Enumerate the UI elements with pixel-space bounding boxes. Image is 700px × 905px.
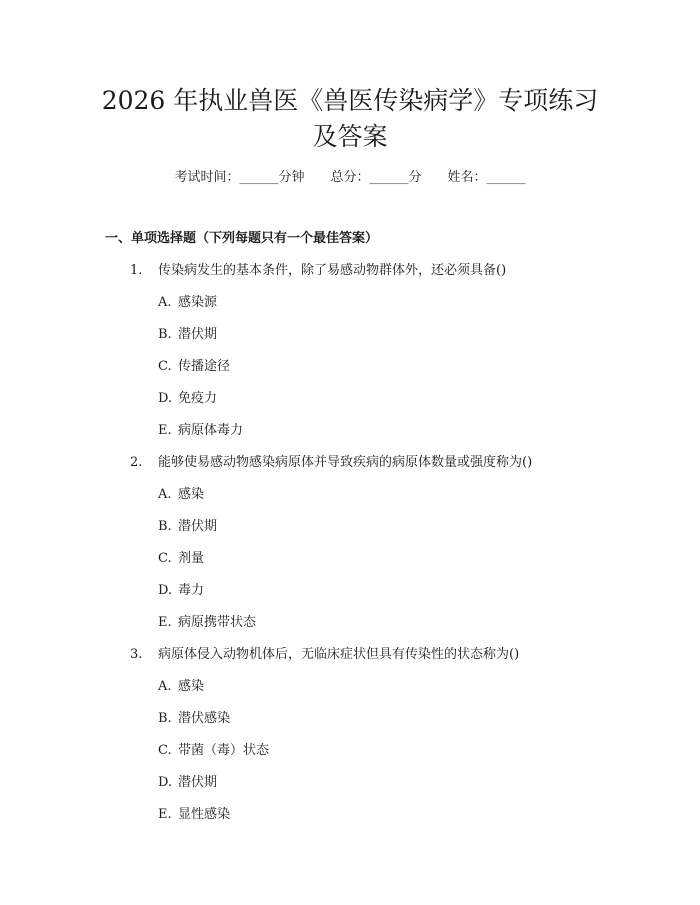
option-letter: C. <box>158 551 172 566</box>
option-text: 剂量 <box>178 551 205 566</box>
option-item <box>158 390 217 408</box>
option-text: 传播途径 <box>178 359 231 374</box>
option-text: 感染源 <box>178 295 218 310</box>
question-number: 3. <box>130 647 143 662</box>
option-item <box>158 326 217 344</box>
option-letter: A. <box>158 295 172 310</box>
option-text: 病原携带状态 <box>178 615 257 630</box>
exam-time-field: 考试时间：______分钟 <box>174 170 305 185</box>
option-letter: A. <box>158 487 172 502</box>
option-text: 感染 <box>178 487 205 502</box>
total-score-field: 总分：______分 <box>330 170 422 185</box>
option-letter: C. <box>158 359 172 374</box>
option-item <box>158 582 204 600</box>
option-item <box>158 294 217 312</box>
option-text: 免疫力 <box>178 391 218 406</box>
question-number: 2. <box>130 455 143 470</box>
question-2 <box>130 454 532 472</box>
option-text: 毒力 <box>178 583 205 598</box>
option-text: 潜伏期 <box>178 327 218 342</box>
option-letter: C. <box>158 743 172 758</box>
option-item <box>158 806 230 824</box>
option-item <box>158 486 204 504</box>
option-letter: E. <box>158 807 172 822</box>
question-1 <box>130 262 506 280</box>
option-letter: D. <box>158 391 173 406</box>
option-letter: D. <box>158 775 173 790</box>
option-letter: B. <box>158 519 172 534</box>
question-text: 传染病发生的基本条件，除了易感动物群体外，还必须具备() <box>158 263 507 278</box>
option-letter: D. <box>158 583 173 598</box>
option-letter: A. <box>158 679 172 694</box>
option-item <box>158 518 217 536</box>
question-number: 1. <box>130 263 143 278</box>
option-item <box>158 774 217 792</box>
section-heading: 一、单项选择题（下列每题只有一个最佳答案） <box>105 231 379 246</box>
option-text: 带菌（毒）状态 <box>178 743 270 758</box>
document-title-line-2: 及答案 <box>312 122 388 151</box>
option-text: 潜伏期 <box>178 775 218 790</box>
option-letter: E. <box>158 615 172 630</box>
option-item <box>158 614 256 632</box>
question-3 <box>130 646 519 664</box>
option-letter: B. <box>158 327 172 342</box>
option-item <box>158 742 269 760</box>
exam-meta <box>0 169 700 187</box>
option-item <box>158 678 204 696</box>
question-text: 能够使易感动物感染病原体并导致疾病的病原体数量或强度称为() <box>158 455 533 470</box>
option-item <box>158 358 230 376</box>
option-letter: B. <box>158 711 172 726</box>
option-letter: E. <box>158 423 172 438</box>
option-text: 感染 <box>178 679 205 694</box>
option-text: 显性感染 <box>178 807 231 822</box>
option-item <box>158 550 204 568</box>
question-text: 病原体侵入动物机体后，无临床症状但具有传染性的状态称为() <box>158 647 520 662</box>
option-item <box>158 422 243 440</box>
name-field: 姓名：______ <box>447 170 526 185</box>
document-title-line-1: 2026 年执业兽医《兽医传染病学》专项练习 <box>101 86 599 115</box>
option-text: 潜伏感染 <box>178 711 231 726</box>
option-item <box>158 710 230 728</box>
option-text: 病原体毒力 <box>178 423 244 438</box>
option-text: 潜伏期 <box>178 519 218 534</box>
